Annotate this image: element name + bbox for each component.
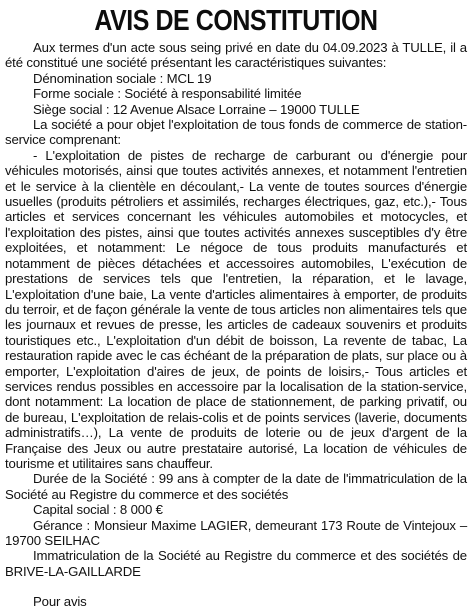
legal-form-line: Forme sociale : Société à responsabilité limitée xyxy=(33,86,302,102)
head-office-line: Siège social : 12 Avenue Alsace Lorraine – 19000 TULLE xyxy=(33,101,360,117)
intro-paragraph: Aux termes d'un acte sous seing privé en date du 04.09.2023 à TULLE, il a été constitué une société présentant les caractéristiques suivantes: xyxy=(5,40,467,71)
capital-line: Capital social : 8 000 € xyxy=(33,502,163,518)
notice-title: AVIS DE CONSTITUTION xyxy=(94,5,378,37)
denomination-line: Dénomination sociale : MCL 19 xyxy=(33,70,212,86)
spacer xyxy=(5,579,467,594)
management-paragraph: Gérance : Monsieur Maxime LAGIER, demeurant 173 Route de Vintejoux – 19700 SEILHAC xyxy=(5,517,467,548)
closing-line: Pour avis xyxy=(33,594,87,610)
duration-paragraph: Durée de la Société : 99 ans à compter de la date de l'immatriculation de la Société au Registre du commerce et des sociétés xyxy=(5,471,467,502)
purpose-intro-paragraph: La société a pour objet l'exploitation de tous fonds de commerce de station-service comprenant: xyxy=(5,117,467,148)
registration-paragraph: Immatriculation de la Société au Registre du commerce et des sociétés de BRIVE-LA-GAILLARDE xyxy=(5,548,467,579)
purpose-details-paragraph: - L'exploitation de pistes de recharge de carburant ou d'énergie pour véhicules motorisés, ainsi que toutes activités annexes, et notamment l'entretien et le service à la clientèle en découlant,- La vente de toutes sources d'énergie usuelles (produits pétroliers et assimilés, recharges électriques, gaz, etc.),- Tous articles et services concernant les véhicules automobiles et motocycles, et l'exploitation des pistes, ainsi que toutes activités annexes susceptibles d'y être exploitées, et notamment: Le négoce de tous produits manufacturés et notamment de pièces détachées et accessoires automobiles, L'exécution de prestations de services tels que l'entretien, la réparation, et le lavage, L'exploitation d'une baie, La vente d'articles alimentaires à emporter, de produits du terroir, et de façon générale la vente de tous articles non alimentaires tels que les journaux et revues de presse, les articles de cadeaux souvenirs et produits touristiques etc., L'exploitation d'un débit de boisson, La revente de tabac, La restauration rapide avec le cas échéant de la préparation de plats, sur place ou à emporter, L'exploitation d'aires de jeux, de points de loisirs,- Tous articles et services rendus possibles en accessoire par la localisation de la station-service, dont notamment: La location de place de stationnement, de parking privatif, ou de bureau, L'exploitation de relais-colis et de points services (laverie, documents administratifs…), La vente de produits de loterie ou de jeux d'argent de la Française des Jeux ou autre prestataire autorisé, La location de véhicules de tourisme et utilitaires sans chauffeur. xyxy=(5,147,467,471)
notice-body xyxy=(5,40,467,610)
